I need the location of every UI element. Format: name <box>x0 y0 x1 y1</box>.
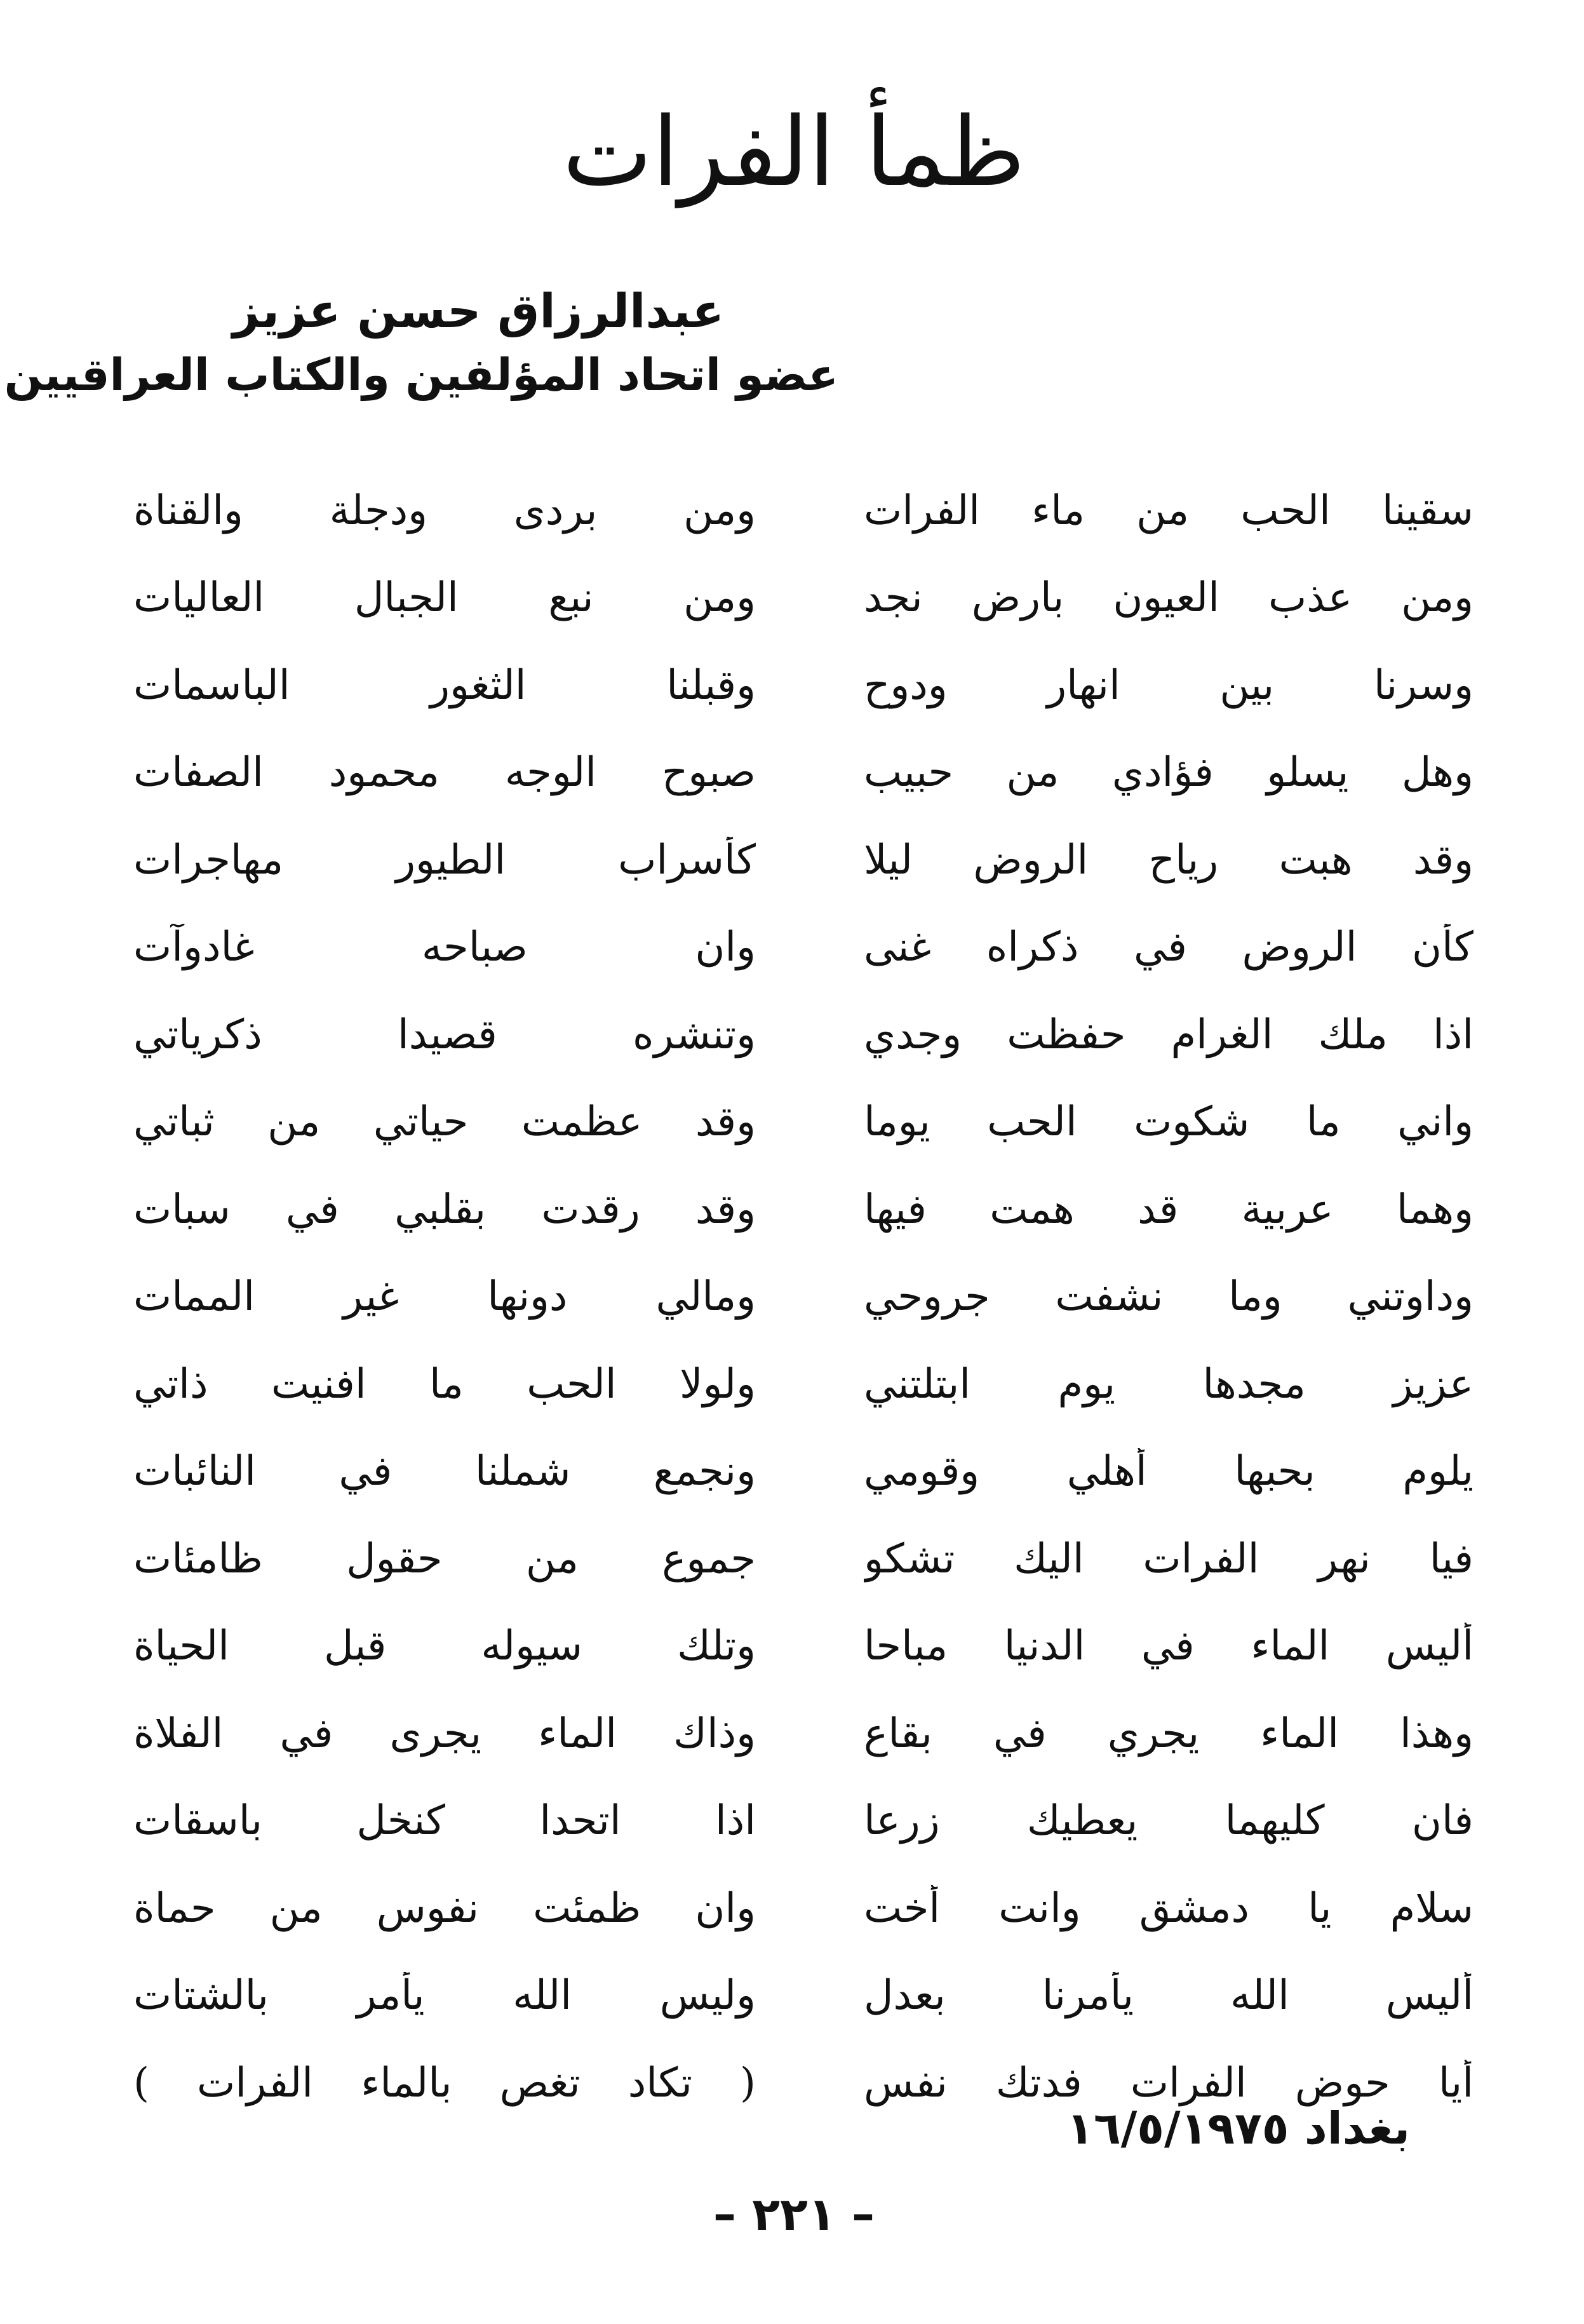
verse-second-hemistich: وقد رقدت بقلبي في سبات <box>133 1186 756 1233</box>
verse-second-hemistich: وتلك سيوله قبل الحياة <box>133 1623 756 1670</box>
verse-line <box>133 1515 1473 1603</box>
verse-line <box>133 816 1473 904</box>
verse-second-hemistich: ومن نبع الجبال العاليات <box>133 574 756 622</box>
poem-date: بغداد ١٦/٥/١٩٧٥ <box>1066 2102 1410 2154</box>
verse-first-hemistich: وداوتني وما نشفت جروحي <box>864 1273 1473 1321</box>
author-role: عضو اتحاد المؤلفين والكتاب العراقيين <box>4 349 838 401</box>
verse-line <box>133 1690 1473 1778</box>
verse-first-hemistich: أيا حوض الفرات فدتك نفس <box>864 2059 1473 2107</box>
verse-first-hemistich: وهذا الماء يجري في بقاع <box>864 1710 1473 1757</box>
verse-first-hemistich: يلوم بحبها أهلي وقومي <box>864 1448 1473 1496</box>
verse-line <box>133 555 1473 642</box>
verse-first-hemistich: وهل يسلو فؤادي من حبيب <box>864 749 1473 797</box>
verse-second-hemistich: ولولا الحب ما افنيت ذاتي <box>133 1360 756 1408</box>
verse-second-hemistich: وذاك الماء يجرى في الفلاة <box>133 1710 756 1757</box>
verse-line <box>133 1778 1473 1865</box>
verse-line <box>133 1079 1473 1166</box>
verse-second-hemistich: ونجمع شملنا في النائبات <box>133 1448 756 1496</box>
verse-second-hemistich: وقبلنا الثغور الباسمات <box>133 661 756 709</box>
verse-line <box>133 1952 1473 2040</box>
verse-first-hemistich: كأن الروض في ذكراه غنى <box>864 924 1473 971</box>
author-block <box>4 280 838 407</box>
verse-first-hemistich: فيا نهر الفرات اليك تشكو <box>864 1535 1473 1583</box>
verse-line <box>133 1341 1473 1428</box>
verse-first-hemistich: أليس الماء في الدنيا مباحا <box>864 1623 1473 1670</box>
verse-second-hemistich: صبوح الوجه محمود الصفات <box>133 749 756 797</box>
verse-second-hemistich: وقد عظمت حياتي من ثباتي <box>133 1098 756 1146</box>
verse-first-hemistich: ومن عذب العيون بارض نجد <box>864 574 1473 622</box>
page-number: – ٢٢١ – <box>713 2187 875 2241</box>
verse-line <box>133 1166 1473 1253</box>
verse-second-hemistich: وان صباحه غادوآت <box>133 924 756 971</box>
verse-line <box>133 904 1473 992</box>
poem-body <box>133 467 1473 2127</box>
verse-first-hemistich: اذا ملك الغرام حفظت وجدي <box>864 1011 1473 1058</box>
verse-first-hemistich: واني ما شكوت الحب يوما <box>864 1098 1473 1146</box>
verse-line <box>133 1253 1473 1341</box>
verse-line <box>133 1603 1473 1691</box>
verse-first-hemistich: سقينا الحب من ماء الفرات <box>864 487 1473 534</box>
verse-line <box>133 991 1473 1079</box>
verse-second-hemistich: اذا اتحدا كنخل باسقات <box>133 1797 756 1845</box>
verse-second-hemistich: وليس الله يأمر بالشتات <box>133 1972 756 2020</box>
verse-line <box>133 467 1473 555</box>
verse-first-hemistich: وهما عربية قد همت فيها <box>864 1186 1473 1233</box>
poem-title: ظمأ الفرات <box>562 97 1026 208</box>
author-name: عبدالرزاق حسن عزيز <box>232 284 724 339</box>
verse-line <box>133 642 1473 729</box>
verse-first-hemistich: عزيز مجدها يوم ابتلتني <box>864 1360 1473 1408</box>
verse-second-hemistich: كأسراب الطيور مهاجرات <box>133 836 756 884</box>
verse-first-hemistich: وسرنا بين انهار ودوح <box>864 661 1473 709</box>
verse-second-hemistich: وتنشره قصيدا ذكرياتي <box>133 1011 756 1058</box>
verse-second-hemistich: ومن بردى ودجلة والقناة <box>133 487 756 534</box>
verse-line <box>133 1865 1473 1952</box>
verse-first-hemistich: فان كليهما يعطيك زرعا <box>864 1797 1473 1845</box>
verse-second-hemistich: وان ظمئت نفوس من حماة <box>133 1884 756 1932</box>
verse-line <box>133 729 1473 817</box>
verse-first-hemistich: سلام يا دمشق وانت أخت <box>864 1884 1473 1932</box>
verse-first-hemistich: وقد هبت رياح الروض ليلا <box>864 836 1473 884</box>
verse-second-hemistich: جموع من حقول ظامئات <box>133 1535 756 1583</box>
verse-line <box>133 1428 1473 1516</box>
verse-second-hemistich: ومالي دونها غير الممات <box>133 1273 756 1321</box>
verse-second-hemistich: ( تكاد تغص بالماء الفرات ) <box>133 2059 756 2107</box>
verse-first-hemistich: أليس الله يأمرنا بعدل <box>864 1972 1473 2020</box>
